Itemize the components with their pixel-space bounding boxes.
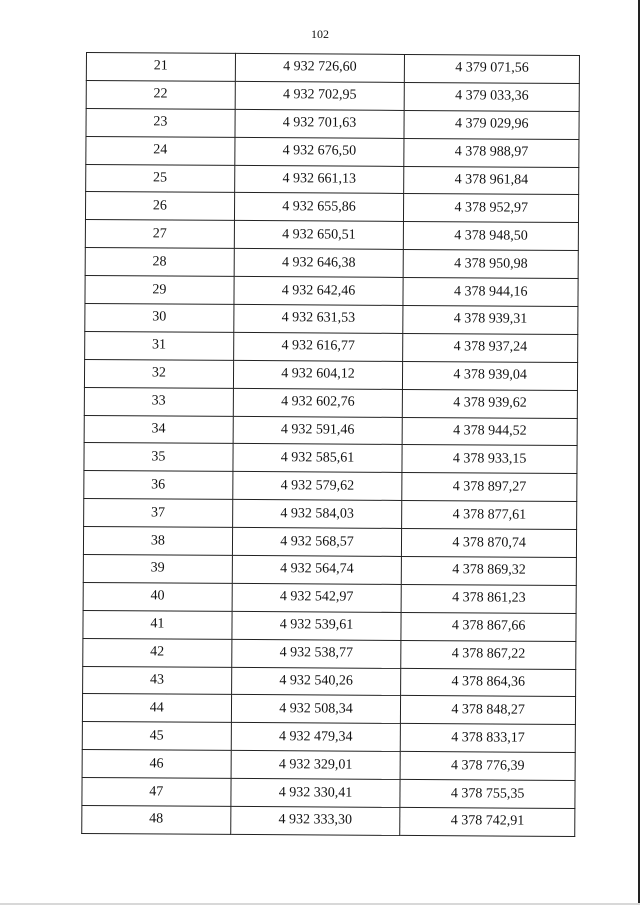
point-number-cell: 44: [82, 694, 231, 723]
point-number-cell: 38: [83, 527, 232, 556]
x-coordinate-cell: 4 932 591,46: [233, 416, 403, 445]
x-coordinate-cell: 4 932 646,38: [234, 249, 404, 278]
x-coordinate-cell: 4 932 631,53: [233, 304, 403, 333]
y-coordinate-cell: 4 378 937,24: [403, 333, 578, 362]
point-number-cell: 28: [85, 248, 234, 277]
point-number-cell: 47: [82, 778, 231, 807]
coordinates-table-body: [82, 53, 580, 837]
y-coordinate-cell: 4 378 950,98: [403, 250, 578, 279]
x-coordinate-cell: 4 932 564,74: [232, 555, 402, 584]
x-coordinate-cell: 4 932 702,95: [235, 81, 405, 110]
point-number-cell: 41: [83, 610, 232, 639]
table-row: [85, 192, 578, 223]
x-coordinate-cell: 4 932 616,77: [233, 332, 403, 361]
y-coordinate-cell: 4 378 939,04: [403, 361, 578, 390]
y-coordinate-cell: 4 378 961,84: [404, 166, 579, 195]
x-coordinate-cell: 4 932 650,51: [234, 221, 404, 250]
table-row: [83, 610, 576, 641]
table-row: [84, 443, 577, 474]
y-coordinate-cell: 4 378 952,97: [404, 194, 579, 223]
table-row: [86, 136, 579, 167]
x-coordinate-cell: 4 932 661,13: [234, 165, 404, 194]
y-coordinate-cell: 4 378 833,17: [401, 724, 576, 753]
y-coordinate-cell: 4 378 897,27: [402, 473, 577, 502]
x-coordinate-cell: 4 932 542,97: [232, 583, 402, 612]
table-row: [86, 80, 579, 111]
table-row: [82, 778, 575, 809]
point-number-cell: 46: [82, 750, 231, 779]
y-coordinate-cell: 4 378 755,35: [400, 780, 575, 809]
point-number-cell: 25: [86, 164, 235, 193]
y-coordinate-cell: 4 378 944,16: [403, 278, 578, 307]
y-coordinate-cell: 4 378 870,74: [402, 529, 577, 558]
x-coordinate-cell: 4 932 538,77: [231, 639, 401, 668]
point-number-cell: 29: [85, 276, 234, 305]
x-coordinate-cell: 4 932 329,01: [231, 751, 401, 780]
x-coordinate-cell: 4 932 585,61: [233, 444, 403, 473]
table-row: [83, 666, 576, 697]
x-coordinate-cell: 4 932 568,57: [232, 528, 402, 557]
y-coordinate-cell: 4 378 939,62: [403, 389, 578, 418]
point-number-cell: 48: [82, 806, 231, 835]
point-number-cell: 35: [84, 443, 233, 472]
table-row: [85, 276, 578, 307]
x-coordinate-cell: 4 932 602,76: [233, 388, 403, 417]
table-row: [82, 750, 575, 781]
point-number-cell: 45: [82, 722, 231, 751]
x-coordinate-cell: 4 932 726,60: [235, 53, 405, 82]
table-row: [84, 415, 577, 446]
point-number-cell: 30: [85, 304, 234, 333]
point-number-cell: 36: [84, 471, 233, 500]
y-coordinate-cell: 4 378 944,52: [402, 417, 577, 446]
table-row: [84, 387, 577, 418]
table-row: [82, 806, 575, 837]
point-number-cell: 24: [86, 136, 235, 165]
point-number-cell: 22: [86, 80, 235, 109]
table-row: [85, 220, 578, 251]
x-coordinate-cell: 4 932 701,63: [235, 109, 405, 138]
table-row: [84, 359, 577, 390]
x-coordinate-cell: 4 932 539,61: [232, 611, 402, 640]
page-number: 102: [311, 27, 329, 41]
y-coordinate-cell: 4 378 869,32: [402, 556, 577, 585]
y-coordinate-cell: 4 378 864,36: [401, 668, 576, 697]
point-number-cell: 40: [83, 582, 232, 611]
y-coordinate-cell: 4 379 033,36: [404, 82, 579, 111]
y-coordinate-cell: 4 378 861,23: [401, 584, 576, 613]
x-coordinate-cell: 4 932 508,34: [231, 695, 401, 724]
y-coordinate-cell: 4 378 867,66: [401, 612, 576, 641]
table-row: [85, 331, 578, 362]
y-coordinate-cell: 4 379 029,96: [404, 110, 579, 139]
x-coordinate-cell: 4 932 642,46: [234, 277, 404, 306]
point-number-cell: 42: [83, 638, 232, 667]
y-coordinate-cell: 4 378 848,27: [401, 696, 576, 725]
y-coordinate-cell: 4 378 877,61: [402, 501, 577, 530]
table-row: [84, 499, 577, 530]
table-row: [84, 471, 577, 502]
x-coordinate-cell: 4 932 479,34: [231, 723, 401, 752]
point-number-cell: 37: [84, 499, 233, 528]
table-row: [82, 722, 575, 753]
point-number-cell: 43: [83, 666, 232, 695]
y-coordinate-cell: 4 378 867,22: [401, 640, 576, 669]
table-row: [85, 304, 578, 335]
y-coordinate-cell: 4 378 742,91: [400, 807, 575, 836]
y-coordinate-cell: 4 378 988,97: [404, 138, 579, 167]
x-coordinate-cell: 4 932 676,50: [234, 137, 404, 166]
x-coordinate-cell: 4 932 655,86: [234, 193, 404, 222]
table-row: [82, 694, 575, 725]
point-number-cell: 23: [86, 108, 235, 137]
y-coordinate-cell: 4 378 948,50: [404, 222, 579, 251]
table-row: [83, 582, 576, 613]
x-coordinate-cell: 4 932 540,26: [231, 667, 401, 696]
point-number-cell: 21: [86, 53, 235, 82]
table-row: [83, 555, 576, 586]
point-number-cell: 31: [85, 331, 234, 360]
point-number-cell: 33: [84, 387, 233, 416]
x-coordinate-cell: 4 932 333,30: [230, 806, 400, 835]
table-row: [86, 164, 579, 195]
point-number-cell: 32: [84, 359, 233, 388]
point-number-cell: 26: [85, 192, 234, 221]
table-row: [86, 108, 579, 139]
x-coordinate-cell: 4 932 584,03: [232, 500, 402, 529]
y-coordinate-cell: 4 379 071,56: [405, 54, 580, 83]
point-number-cell: 27: [85, 220, 234, 249]
x-coordinate-cell: 4 932 330,41: [231, 779, 401, 808]
table-row: [86, 53, 579, 84]
x-coordinate-cell: 4 932 604,12: [233, 360, 403, 389]
table-row: [85, 248, 578, 279]
x-coordinate-cell: 4 932 579,62: [232, 472, 402, 501]
table-row: [83, 527, 576, 558]
point-number-cell: 34: [84, 415, 233, 444]
y-coordinate-cell: 4 378 939,31: [403, 305, 578, 334]
y-coordinate-cell: 4 378 776,39: [400, 752, 575, 781]
y-coordinate-cell: 4 378 933,15: [402, 445, 577, 474]
table-row: [83, 638, 576, 669]
coordinates-table: [81, 52, 580, 837]
point-number-cell: 39: [83, 555, 232, 584]
